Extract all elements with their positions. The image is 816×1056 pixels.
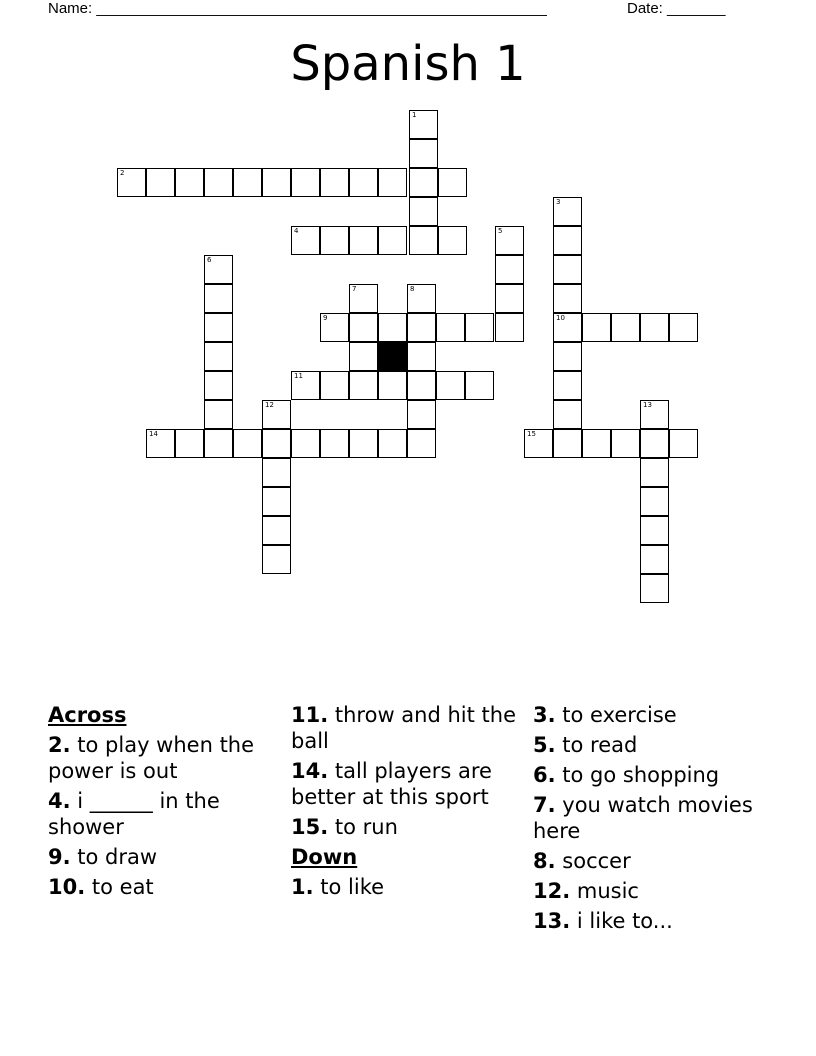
clue-number: 11. <box>291 703 329 727</box>
crossword-cell[interactable] <box>438 226 467 255</box>
clue-text: to read <box>562 733 638 757</box>
crossword-cell[interactable] <box>320 168 349 197</box>
clue-down-1 <box>291 874 526 900</box>
clue-number: 6. <box>533 763 556 787</box>
crossword-cell[interactable] <box>495 284 524 313</box>
crossword-cell[interactable] <box>378 429 407 458</box>
crossword-cell[interactable] <box>378 226 407 255</box>
crossword-cell[interactable] <box>409 197 438 226</box>
clue-number: 1. <box>291 875 314 899</box>
clue-number: 3. <box>533 703 556 727</box>
clue-text: to draw <box>77 845 158 869</box>
crossword-cell[interactable] <box>582 429 611 458</box>
crossword-cell-14[interactable] <box>146 429 175 458</box>
crossword-cell[interactable] <box>495 313 524 342</box>
clue-number-label: 13 <box>643 401 652 409</box>
clue-down-6 <box>533 762 768 788</box>
crossword-cell[interactable] <box>640 458 669 487</box>
crossword-cell[interactable] <box>553 342 582 371</box>
crossword-cell[interactable] <box>146 168 175 197</box>
crossword-cell[interactable] <box>175 168 204 197</box>
clue-text: throw and hit the ball <box>291 703 517 753</box>
clue-across-11 <box>291 702 526 754</box>
clue-number-label: 4 <box>294 227 299 235</box>
crossword-cell[interactable] <box>640 545 669 574</box>
clue-number: 4. <box>48 789 71 813</box>
clue-text: to go shopping <box>562 763 720 787</box>
clue-number: 13. <box>533 909 571 933</box>
clue-down-7 <box>533 792 768 844</box>
clue-column-2 <box>291 702 526 904</box>
clue-number-label: 12 <box>265 401 274 409</box>
clue-down-12 <box>533 878 768 904</box>
crossword-cell[interactable] <box>378 313 407 342</box>
clue-number: 7. <box>533 793 556 817</box>
crossword-cell[interactable] <box>204 168 233 197</box>
clue-number-label: 1 <box>412 111 417 119</box>
crossword-cell[interactable] <box>465 371 494 400</box>
clue-down-3 <box>533 702 768 728</box>
clue-number-label: 14 <box>149 430 158 438</box>
crossword-cell-5[interactable] <box>495 226 524 255</box>
clue-text: to exercise <box>562 703 677 727</box>
crossword-cell-2[interactable] <box>117 168 146 197</box>
crossword-cell[interactable] <box>204 429 233 458</box>
clue-number-label: 9 <box>323 314 328 322</box>
crossword-cell[interactable] <box>378 371 407 400</box>
clue-across-15 <box>291 814 526 840</box>
crossword-cell-1[interactable] <box>409 110 438 139</box>
crossword-cell[interactable] <box>553 371 582 400</box>
clue-number-label: 8 <box>410 285 415 293</box>
crossword-cell[interactable] <box>233 168 262 197</box>
clue-across-4 <box>48 788 283 840</box>
clue-text: soccer <box>562 849 631 873</box>
clue-down-5 <box>533 732 768 758</box>
down-heading: Down <box>291 845 358 869</box>
clue-number-label: 6 <box>207 256 212 264</box>
crossword-cell[interactable] <box>349 313 378 342</box>
clue-number-label: 7 <box>352 285 357 293</box>
crossword-cell[interactable] <box>553 255 582 284</box>
clue-across-10 <box>48 874 283 900</box>
crossword-cell[interactable] <box>204 400 233 429</box>
clue-across-9 <box>48 844 283 870</box>
clue-number-label: 10 <box>556 314 565 322</box>
crossword-cell-6[interactable] <box>204 255 233 284</box>
crossword-cell[interactable] <box>409 139 438 168</box>
crossword-cell[interactable] <box>640 429 669 458</box>
crossword-cell[interactable] <box>291 168 320 197</box>
crossword-cell[interactable] <box>378 168 407 197</box>
crossword-cell[interactable] <box>669 429 698 458</box>
clue-text: to eat <box>91 875 154 899</box>
crossword-cell[interactable] <box>204 284 233 313</box>
crossword-cell[interactable] <box>553 226 582 255</box>
clue-number-label: 11 <box>294 372 303 380</box>
clue-number-label: 5 <box>498 227 503 235</box>
clue-number-label: 2 <box>120 169 125 177</box>
crossword-cell[interactable] <box>436 371 465 400</box>
crossword-cell[interactable] <box>438 168 467 197</box>
clue-number: 12. <box>533 879 571 903</box>
clue-text: to play when the power is out <box>48 733 255 783</box>
clue-number: 8. <box>533 849 556 873</box>
crossword-cell-12[interactable] <box>262 400 291 429</box>
clue-number: 15. <box>291 815 329 839</box>
crossword-cell[interactable] <box>204 313 233 342</box>
crossword-cell-13[interactable] <box>640 400 669 429</box>
clue-column-3 <box>533 702 768 938</box>
clue-text: i ______ in the shower <box>48 789 220 839</box>
crossword-cell[interactable] <box>611 313 640 342</box>
crossword-cell[interactable] <box>640 516 669 545</box>
crossword-cell[interactable] <box>349 342 378 371</box>
crossword-cell[interactable] <box>349 371 378 400</box>
crossword-cell[interactable] <box>262 487 291 516</box>
crossword-cell[interactable] <box>582 313 611 342</box>
crossword-cell-4[interactable] <box>291 226 320 255</box>
crossword-cell[interactable] <box>233 429 262 458</box>
crossword-cell-10[interactable] <box>553 313 582 342</box>
crossword-cell[interactable] <box>262 516 291 545</box>
crossword-cell[interactable] <box>407 429 436 458</box>
crossword-cell-9[interactable] <box>320 313 349 342</box>
crossword-cell[interactable] <box>407 342 436 371</box>
clue-down-8 <box>533 848 768 874</box>
crossword-cell[interactable] <box>409 226 438 255</box>
crossword-cell[interactable] <box>436 313 465 342</box>
crossword-cell[interactable] <box>349 226 378 255</box>
crossword-cell[interactable] <box>407 400 436 429</box>
name-field-label: Name: ______________________________________________________ <box>48 0 547 17</box>
clue-text: music <box>576 879 639 903</box>
page-title: Spanish 1 <box>290 36 526 92</box>
crossword-cell-15[interactable] <box>524 429 553 458</box>
clue-across-14 <box>291 758 526 810</box>
crossword-cell[interactable] <box>291 429 320 458</box>
crossword-cell[interactable] <box>611 429 640 458</box>
crossword-cell[interactable] <box>407 313 436 342</box>
crossword-cell[interactable] <box>349 168 378 197</box>
crossword-cell[interactable] <box>553 284 582 313</box>
clue-down-13 <box>533 908 768 934</box>
crossword-cell-3[interactable] <box>553 197 582 226</box>
crossword-cell[interactable] <box>640 574 669 603</box>
clue-column-1 <box>48 702 283 904</box>
clue-number: 2. <box>48 733 71 757</box>
crossword-cell[interactable] <box>349 429 378 458</box>
crossword-cell-11[interactable] <box>291 371 320 400</box>
clue-number: 10. <box>48 875 86 899</box>
across-heading: Across <box>48 703 127 727</box>
crossword-cell[interactable] <box>320 226 349 255</box>
crossword-cell[interactable] <box>320 429 349 458</box>
clue-text: you watch movies here <box>533 793 753 843</box>
clue-number-label: 3 <box>556 198 561 206</box>
clue-number-label: 15 <box>527 430 536 438</box>
crossword-cell[interactable] <box>262 168 291 197</box>
clue-text: tall players are better at this sport <box>291 759 492 809</box>
clue-text: i like to... <box>576 909 673 933</box>
crossword-cell[interactable] <box>640 313 669 342</box>
clue-number: 5. <box>533 733 556 757</box>
date-field-label: Date: _______ <box>627 0 726 17</box>
crossword-cell[interactable] <box>175 429 204 458</box>
crossword-cell[interactable] <box>262 429 291 458</box>
clue-number: 14. <box>291 759 329 783</box>
crossword-cell[interactable] <box>407 371 436 400</box>
crossword-cell[interactable] <box>553 429 582 458</box>
crossword-cell[interactable] <box>320 371 349 400</box>
crossword-cell[interactable] <box>553 400 582 429</box>
clue-across-2 <box>48 732 283 784</box>
crossword-cell[interactable] <box>495 255 524 284</box>
crossword-cell[interactable] <box>204 342 233 371</box>
crossword-cell-7[interactable] <box>349 284 378 313</box>
clue-number: 9. <box>48 845 71 869</box>
clue-text: to like <box>320 875 385 899</box>
crossword-cell[interactable] <box>669 313 698 342</box>
crossword-cell[interactable] <box>465 313 494 342</box>
crossword-cell[interactable] <box>204 371 233 400</box>
crossword-cell[interactable] <box>409 168 438 197</box>
crossword-cell[interactable] <box>262 458 291 487</box>
clue-text: to run <box>334 815 398 839</box>
crossword-cell[interactable] <box>262 545 291 574</box>
crossword-black-cell <box>378 342 407 371</box>
crossword-cell-8[interactable] <box>407 284 436 313</box>
crossword-cell[interactable] <box>640 487 669 516</box>
